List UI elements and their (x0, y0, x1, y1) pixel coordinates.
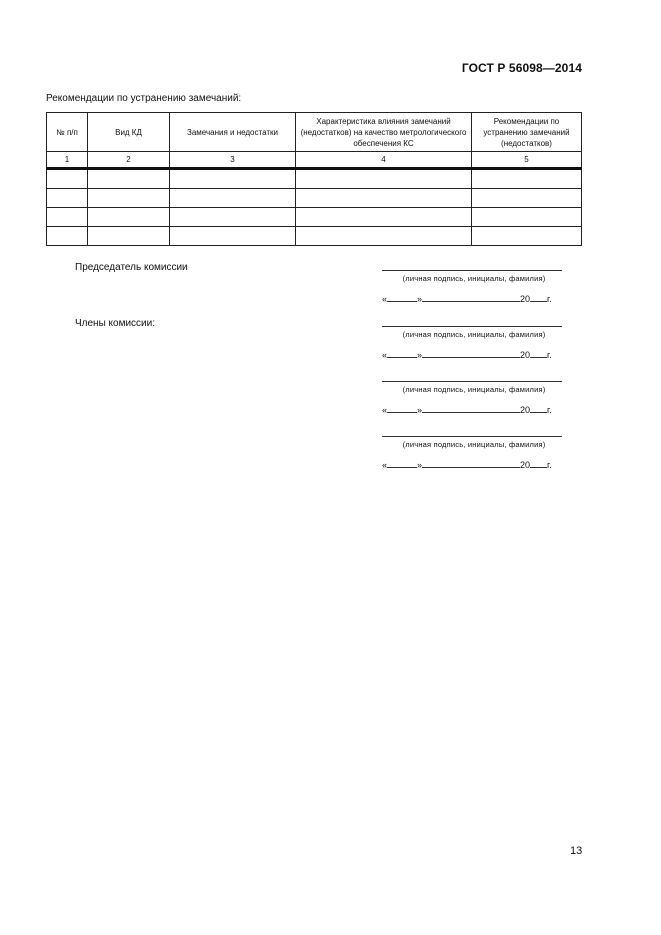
recommendations-table (46, 112, 582, 246)
table-row (47, 189, 582, 208)
column-number: 3 (170, 152, 296, 169)
table-cell (472, 189, 582, 208)
column-number-row (47, 152, 582, 169)
column-number: 1 (47, 152, 88, 169)
year-suffix: г. (547, 294, 552, 304)
member-signature-block (382, 436, 566, 470)
table-cell (170, 208, 296, 227)
year-prefix: 20 (520, 405, 531, 415)
table-cell (472, 227, 582, 246)
column-number: 4 (296, 152, 472, 169)
column-number: 5 (472, 152, 582, 169)
date-open-quote: « (382, 350, 388, 360)
table-cell (47, 169, 88, 189)
document-code: ГОСТ Р 56098—2014 (461, 61, 582, 75)
date-line (382, 349, 566, 360)
signature-caption: (личная подпись, инициалы, фамилия) (402, 440, 546, 449)
day-blank (387, 349, 417, 358)
table-cell (88, 227, 170, 246)
member-signature-block (382, 326, 566, 360)
intro-text: Рекомендации по устранению замечаний: (46, 93, 242, 104)
year-prefix: 20 (520, 294, 531, 304)
date-close-quote: » (417, 294, 423, 304)
table-cell (170, 227, 296, 246)
signature-line (382, 436, 562, 437)
signature-line (382, 270, 562, 271)
table-cell (47, 208, 88, 227)
year-blank (530, 293, 547, 302)
table-cell (296, 189, 472, 208)
year-prefix: 20 (520, 460, 531, 470)
date-open-quote: « (382, 460, 388, 470)
year-suffix: г. (547, 350, 552, 360)
table-cell (296, 208, 472, 227)
table-row (47, 208, 582, 227)
table-cell (296, 227, 472, 246)
column-header: Характеристика влияния замечаний (недостатков) на качество метрологического обеспечения КС (296, 113, 472, 152)
day-blank (387, 459, 417, 468)
year-suffix: г. (547, 405, 552, 415)
year-blank (530, 404, 547, 413)
date-close-quote: » (417, 405, 423, 415)
chairman-label: Председатель комиссии (75, 262, 188, 273)
month-blank (422, 404, 520, 413)
signature-line (382, 326, 562, 327)
table-cell (170, 189, 296, 208)
column-header: Вид КД (88, 113, 170, 152)
month-blank (422, 349, 520, 358)
day-blank (387, 404, 417, 413)
table-cell (472, 208, 582, 227)
date-line (382, 404, 566, 415)
date-open-quote: « (382, 294, 388, 304)
chairman-signature-block (382, 270, 566, 304)
year-suffix: г. (547, 460, 552, 470)
date-line (382, 293, 566, 304)
signature-caption: (личная подпись, инициалы, фамилия) (402, 330, 546, 339)
date-close-quote: » (417, 350, 423, 360)
table-row (47, 169, 582, 189)
table-cell (88, 189, 170, 208)
year-blank (530, 349, 547, 358)
month-blank (422, 459, 520, 468)
month-blank (422, 293, 520, 302)
year-blank (530, 459, 547, 468)
members-label: Члены комиссии: (75, 318, 156, 329)
table-cell (88, 169, 170, 189)
column-number: 2 (88, 152, 170, 169)
table-cell (47, 227, 88, 246)
member-signature-block (382, 381, 566, 415)
table-cell (170, 169, 296, 189)
signature-line (382, 381, 562, 382)
day-blank (387, 293, 417, 302)
column-header: Замечания и недостатки (170, 113, 296, 152)
column-header: № п/п (47, 113, 88, 152)
table-cell (47, 189, 88, 208)
table-header-row (47, 113, 582, 152)
year-prefix: 20 (520, 350, 531, 360)
column-header: Рекомендации по устранению замечаний (недостатков) (472, 113, 582, 152)
date-line (382, 459, 566, 470)
table-row (47, 227, 582, 246)
table-cell (472, 169, 582, 189)
signature-caption: (личная подпись, инициалы, фамилия) (402, 274, 546, 283)
page-number: 13 (570, 845, 583, 857)
table-cell (88, 208, 170, 227)
table-cell (296, 169, 472, 189)
date-close-quote: » (417, 460, 423, 470)
signature-caption: (личная подпись, инициалы, фамилия) (402, 385, 546, 394)
date-open-quote: « (382, 405, 388, 415)
